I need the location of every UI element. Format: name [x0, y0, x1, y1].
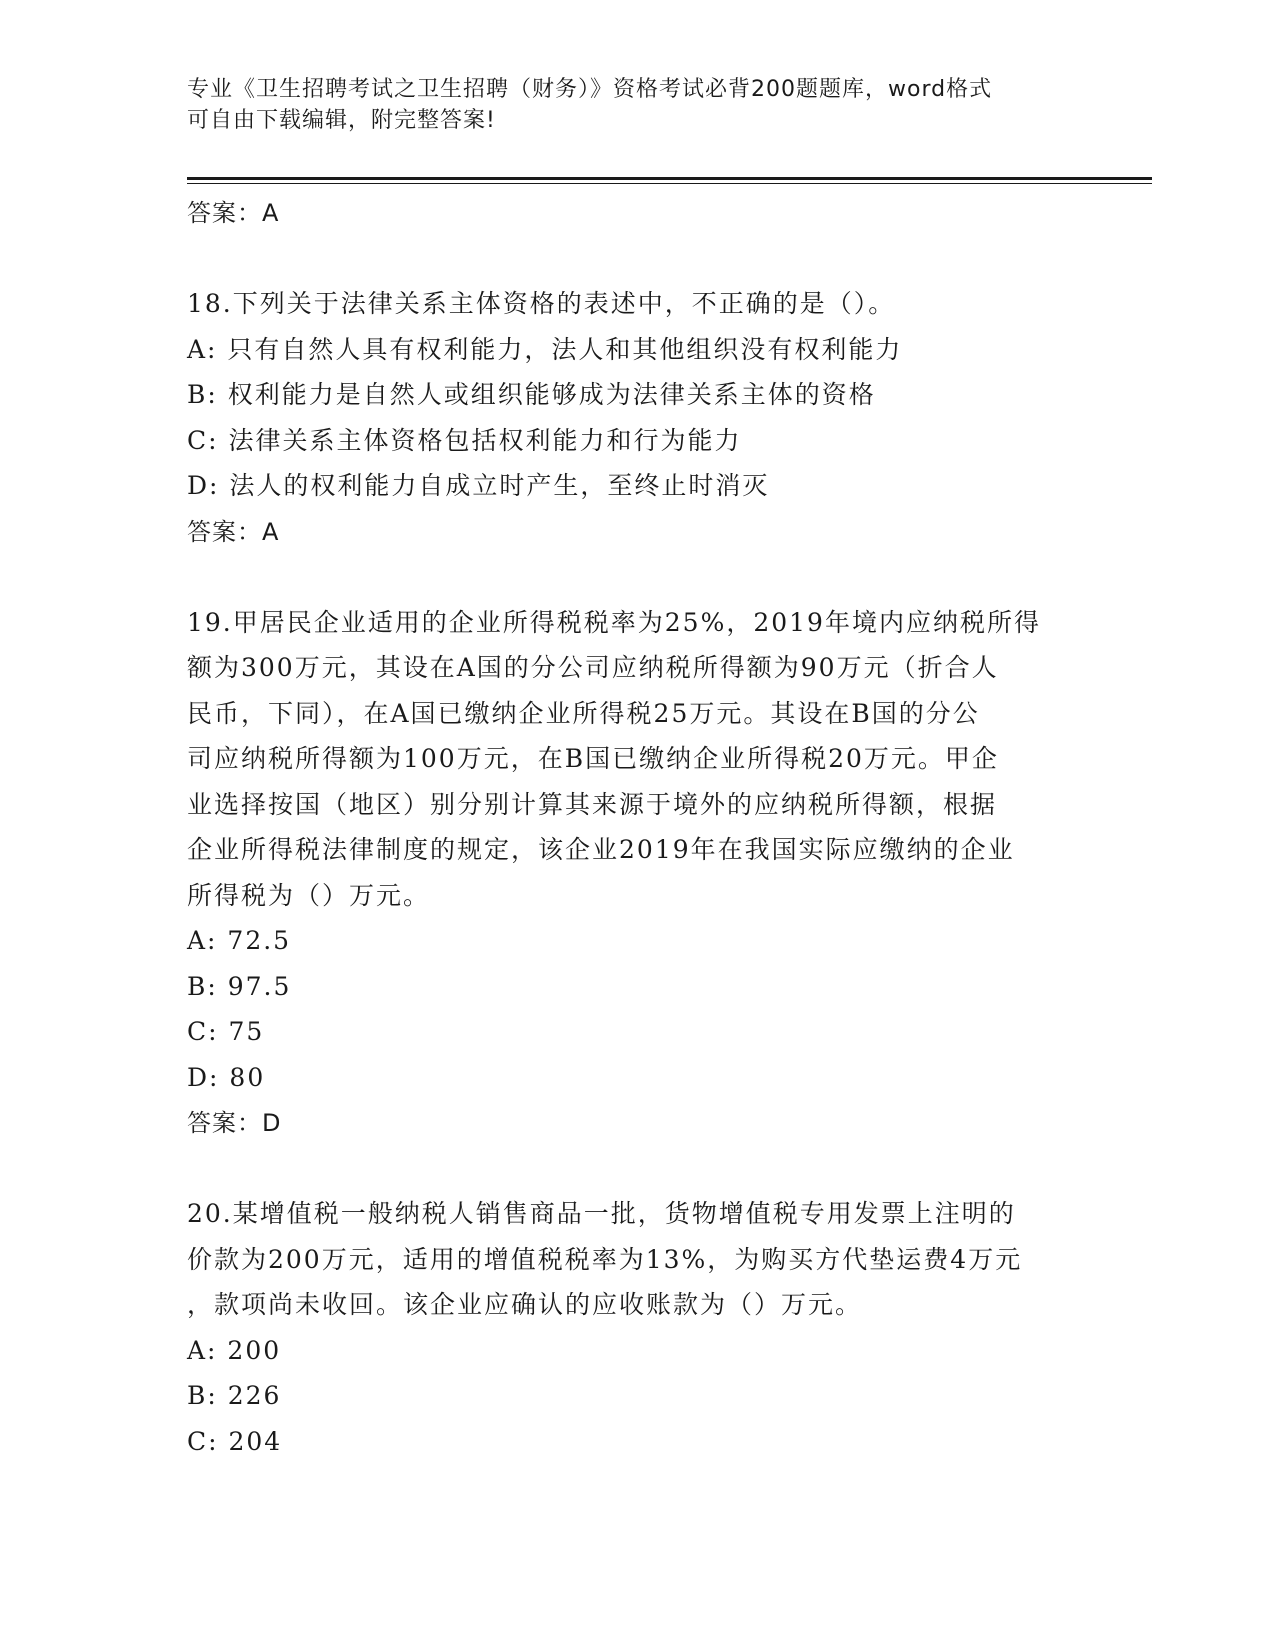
question-19-line: 额为300万元，其设在A国的分公司应纳税所得额为90万元（折合人: [187, 653, 999, 682]
spacer: [187, 1146, 1087, 1191]
question-20-option-c: C: 204: [187, 1426, 283, 1456]
document-header: [187, 74, 1067, 136]
question-20-line: 20.某增值税一般纳税人销售商品一批，货物增值税专用发票上注明的: [187, 1199, 1016, 1228]
question-19: [187, 600, 1087, 1147]
document-body: [187, 190, 1087, 1464]
header-rule-thin: [187, 183, 1152, 184]
question-18-option-d: D: 法人的权利能力自成立时产生，至终止时消灭: [187, 471, 770, 500]
question-19-option-a: A: 72.5: [187, 926, 292, 955]
question-19-line: 19.甲居民企业适用的企业所得税税率为25%，2019年境内应纳税所得: [187, 607, 1041, 637]
question-19-option-d: D: 80: [187, 1062, 266, 1092]
question-20-line: 价款为200万元，适用的增值税税率为13%，为购买方代垫运费4万元: [187, 1244, 1023, 1274]
question-18-option-c: C: 法律关系主体资格包括权利能力和行为能力: [187, 425, 742, 455]
question-19-line: 所得税为（）万元。: [187, 880, 431, 910]
answer-previous: 答案：A: [187, 199, 280, 227]
question-19-answer: 答案：D: [187, 1109, 282, 1137]
question-19-option-b: B: 97.5: [187, 971, 292, 1001]
question-20: [187, 1191, 1087, 1464]
question-19-line: 民币，下同），在A国已缴纳企业所得税25万元。其设在B国的分公: [187, 698, 980, 728]
question-19-line: 业选择按国（地区）别分别计算其来源于境外的应纳税所得额，根据: [187, 789, 998, 819]
question-18-text: 18.下列关于法律关系主体资格的表述中，不正确的是（）。: [187, 289, 896, 318]
question-18-answer: 答案：A: [187, 517, 280, 546]
header-line-2: 可自由下载编辑，附完整答案!: [187, 108, 496, 133]
question-18-option-a: A: 只有自然人具有权利能力，法人和其他组织没有权利能力: [187, 334, 903, 364]
header-line-1: 专业《卫生招聘考试之卫生招聘（财务）》资格考试必背200题题库，word格式: [187, 77, 993, 102]
question-20-option-b: B: 226: [187, 1381, 282, 1410]
spacer: [187, 555, 1087, 600]
question-18-option-b: B: 权利能力是自然人或组织能够成为法律关系主体的资格: [187, 380, 876, 409]
question-20-option-a: A: 200: [187, 1335, 282, 1365]
question-18: [187, 281, 1087, 555]
question-19-line: 司应纳税所得额为100万元，在B国已缴纳企业所得税20万元。甲企: [187, 744, 999, 773]
question-20-line: ，款项尚未收回。该企业应确认的应收账款为（）万元。: [187, 1290, 863, 1319]
header-rule-thick: [187, 177, 1152, 180]
spacer: [187, 236, 1087, 281]
question-19-option-c: C: 75: [187, 1017, 265, 1046]
question-19-line: 企业所得税法律制度的规定，该企业2019年在我国实际应缴纳的企业: [187, 835, 1015, 864]
